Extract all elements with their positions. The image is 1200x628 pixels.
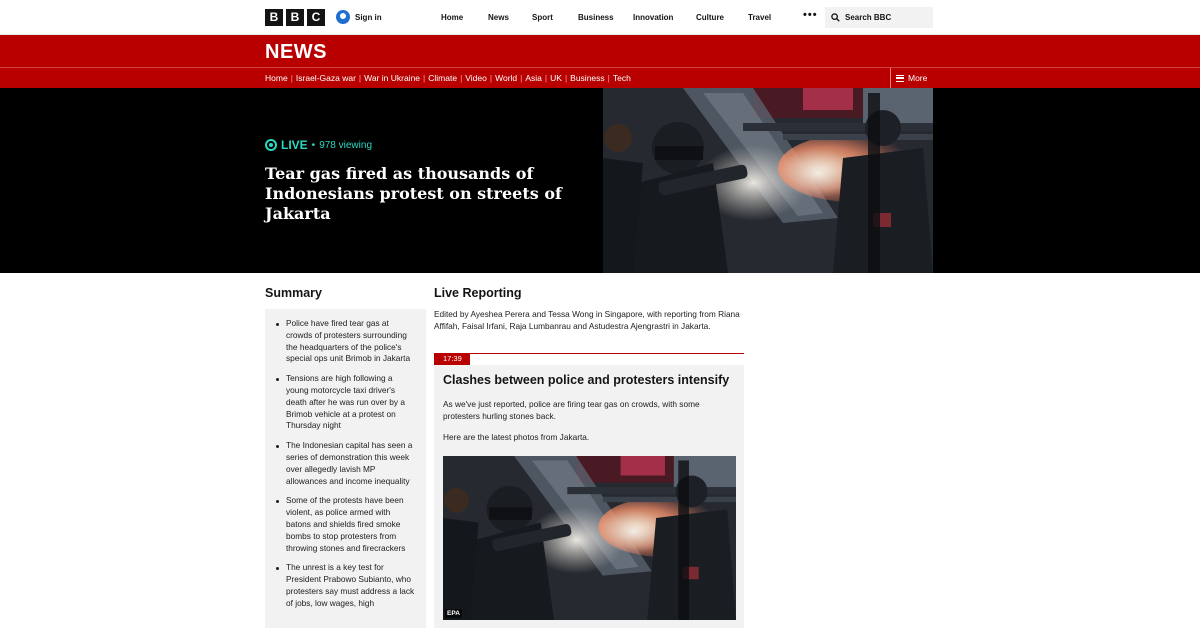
live-icon [265, 139, 277, 151]
editors-credit: Edited by Ayeshea Perera and Tessa Wong in Singapore, with reporting from Riana Affifah, Faisal Irfani, Raja Lumbanrau and Astudestra Ajengrastri in Jakarta. [434, 309, 740, 331]
page-headline: Tear gas fired as thousands of Indonesians protest on streets of Jakarta [265, 164, 562, 223]
subnav-separator: | [489, 73, 493, 83]
nav-news[interactable]: News [488, 13, 509, 22]
section-navigation [0, 67, 1200, 88]
summary-item: Tensions are high following a young motorcycle taxi driver's death after he was run over by a Brimob vehicle at a protest on Thursday night [276, 373, 416, 432]
subnav-separator: | [423, 73, 426, 83]
summary-item: Police have fired tear gas at crowds of protesters surrounding the headquarters of the police's special ops unit Brimob in Jakarta [276, 318, 416, 365]
nav-travel[interactable]: Travel [748, 13, 772, 22]
nav-culture[interactable]: Culture [696, 13, 724, 22]
post-paragraph: As we've just reported, police are firing tear gas on crowds, with some protesters hurling stones back. [443, 399, 700, 421]
bbc-logo-letter: B [265, 9, 283, 26]
post-photo[interactable] [443, 456, 736, 620]
search-label: Search BBC [845, 13, 892, 22]
summary-item: Some of the protests have been violent, as police armed with batons and shields fired smoke bombs to stop protesters from throwing stones and firecrackers [276, 495, 416, 554]
summary-item: The Indonesian capital has seen a series of demonstration this week over allegedly lavish MP allowances and income inequality [276, 440, 416, 487]
nav-home[interactable]: Home [441, 13, 464, 22]
subnav-item-world[interactable]: World [495, 73, 518, 83]
subnav-separator: | [290, 73, 293, 83]
live-label: LIVE [281, 138, 308, 152]
subnav-separator: | [607, 73, 610, 83]
sign-in-label: Sign in [355, 12, 382, 22]
subnav-item-tech[interactable]: Tech [612, 73, 631, 83]
subnav-separator: | [564, 73, 568, 83]
subnav-item-home[interactable]: Home [265, 73, 288, 83]
bbc-logo-letter: C [307, 9, 325, 26]
news-banner [0, 35, 1200, 67]
post-paragraph: Here are the latest photos from Jakarta. [443, 432, 590, 442]
more-dots-icon[interactable]: ••• [803, 9, 818, 21]
nav-sport[interactable]: Sport [532, 13, 553, 22]
subnav-item-business[interactable]: Business [570, 73, 605, 83]
search-box[interactable] [825, 7, 933, 28]
hero-banner [0, 88, 1200, 273]
subnav-separator: | [460, 73, 463, 83]
subnav-item-war-in-ukraine[interactable]: War in Ukraine [364, 73, 421, 83]
subnav-separator: | [520, 73, 523, 83]
subnav-item-climate[interactable]: Climate [428, 73, 458, 83]
subnav-item-asia[interactable]: Asia [525, 73, 542, 83]
photo-credit: EPA [447, 610, 460, 617]
account-icon [336, 10, 350, 24]
live-reporting-heading: Live Reporting [434, 286, 522, 300]
more-menu-button[interactable] [890, 68, 933, 88]
subnav-separator: | [358, 73, 362, 83]
summary-heading: Summary [265, 286, 322, 300]
hero-photo [603, 88, 933, 273]
hamburger-icon [896, 75, 904, 82]
subnav-item-israel-gaza-war[interactable]: Israel-Gaza war [295, 73, 356, 83]
viewer-count: 978 viewing [319, 139, 372, 151]
viewing-separator: • [311, 139, 316, 151]
sign-in-link[interactable] [336, 10, 382, 24]
summary-list [276, 318, 416, 610]
subnav-item-video[interactable]: Video [465, 73, 487, 83]
live-badge [265, 138, 372, 152]
post-divider [434, 353, 744, 354]
summary-panel [265, 309, 426, 628]
live-post [434, 365, 744, 628]
news-title[interactable]: NEWS [265, 41, 327, 63]
post-timestamp: 17:39 [434, 353, 470, 365]
bbc-logo[interactable] [265, 9, 325, 26]
subnav-list [265, 73, 631, 83]
search-icon [831, 13, 840, 22]
nav-business[interactable]: Business [578, 13, 614, 22]
summary-item: The unrest is a key test for President Prabowo Subianto, who protesters say must address a lack of jobs, low wages, high [276, 562, 416, 609]
more-label: More [908, 73, 928, 83]
bbc-logo-letter: B [286, 9, 304, 26]
subnav-separator: | [544, 73, 548, 83]
subnav-item-uk[interactable]: UK [550, 73, 562, 83]
riot-police-photo [443, 456, 736, 620]
riot-police-photo [603, 88, 933, 273]
post-title: Clashes between police and protesters intensify [443, 373, 730, 387]
nav-innovation[interactable]: Innovation [633, 13, 674, 22]
global-header [0, 0, 1200, 35]
